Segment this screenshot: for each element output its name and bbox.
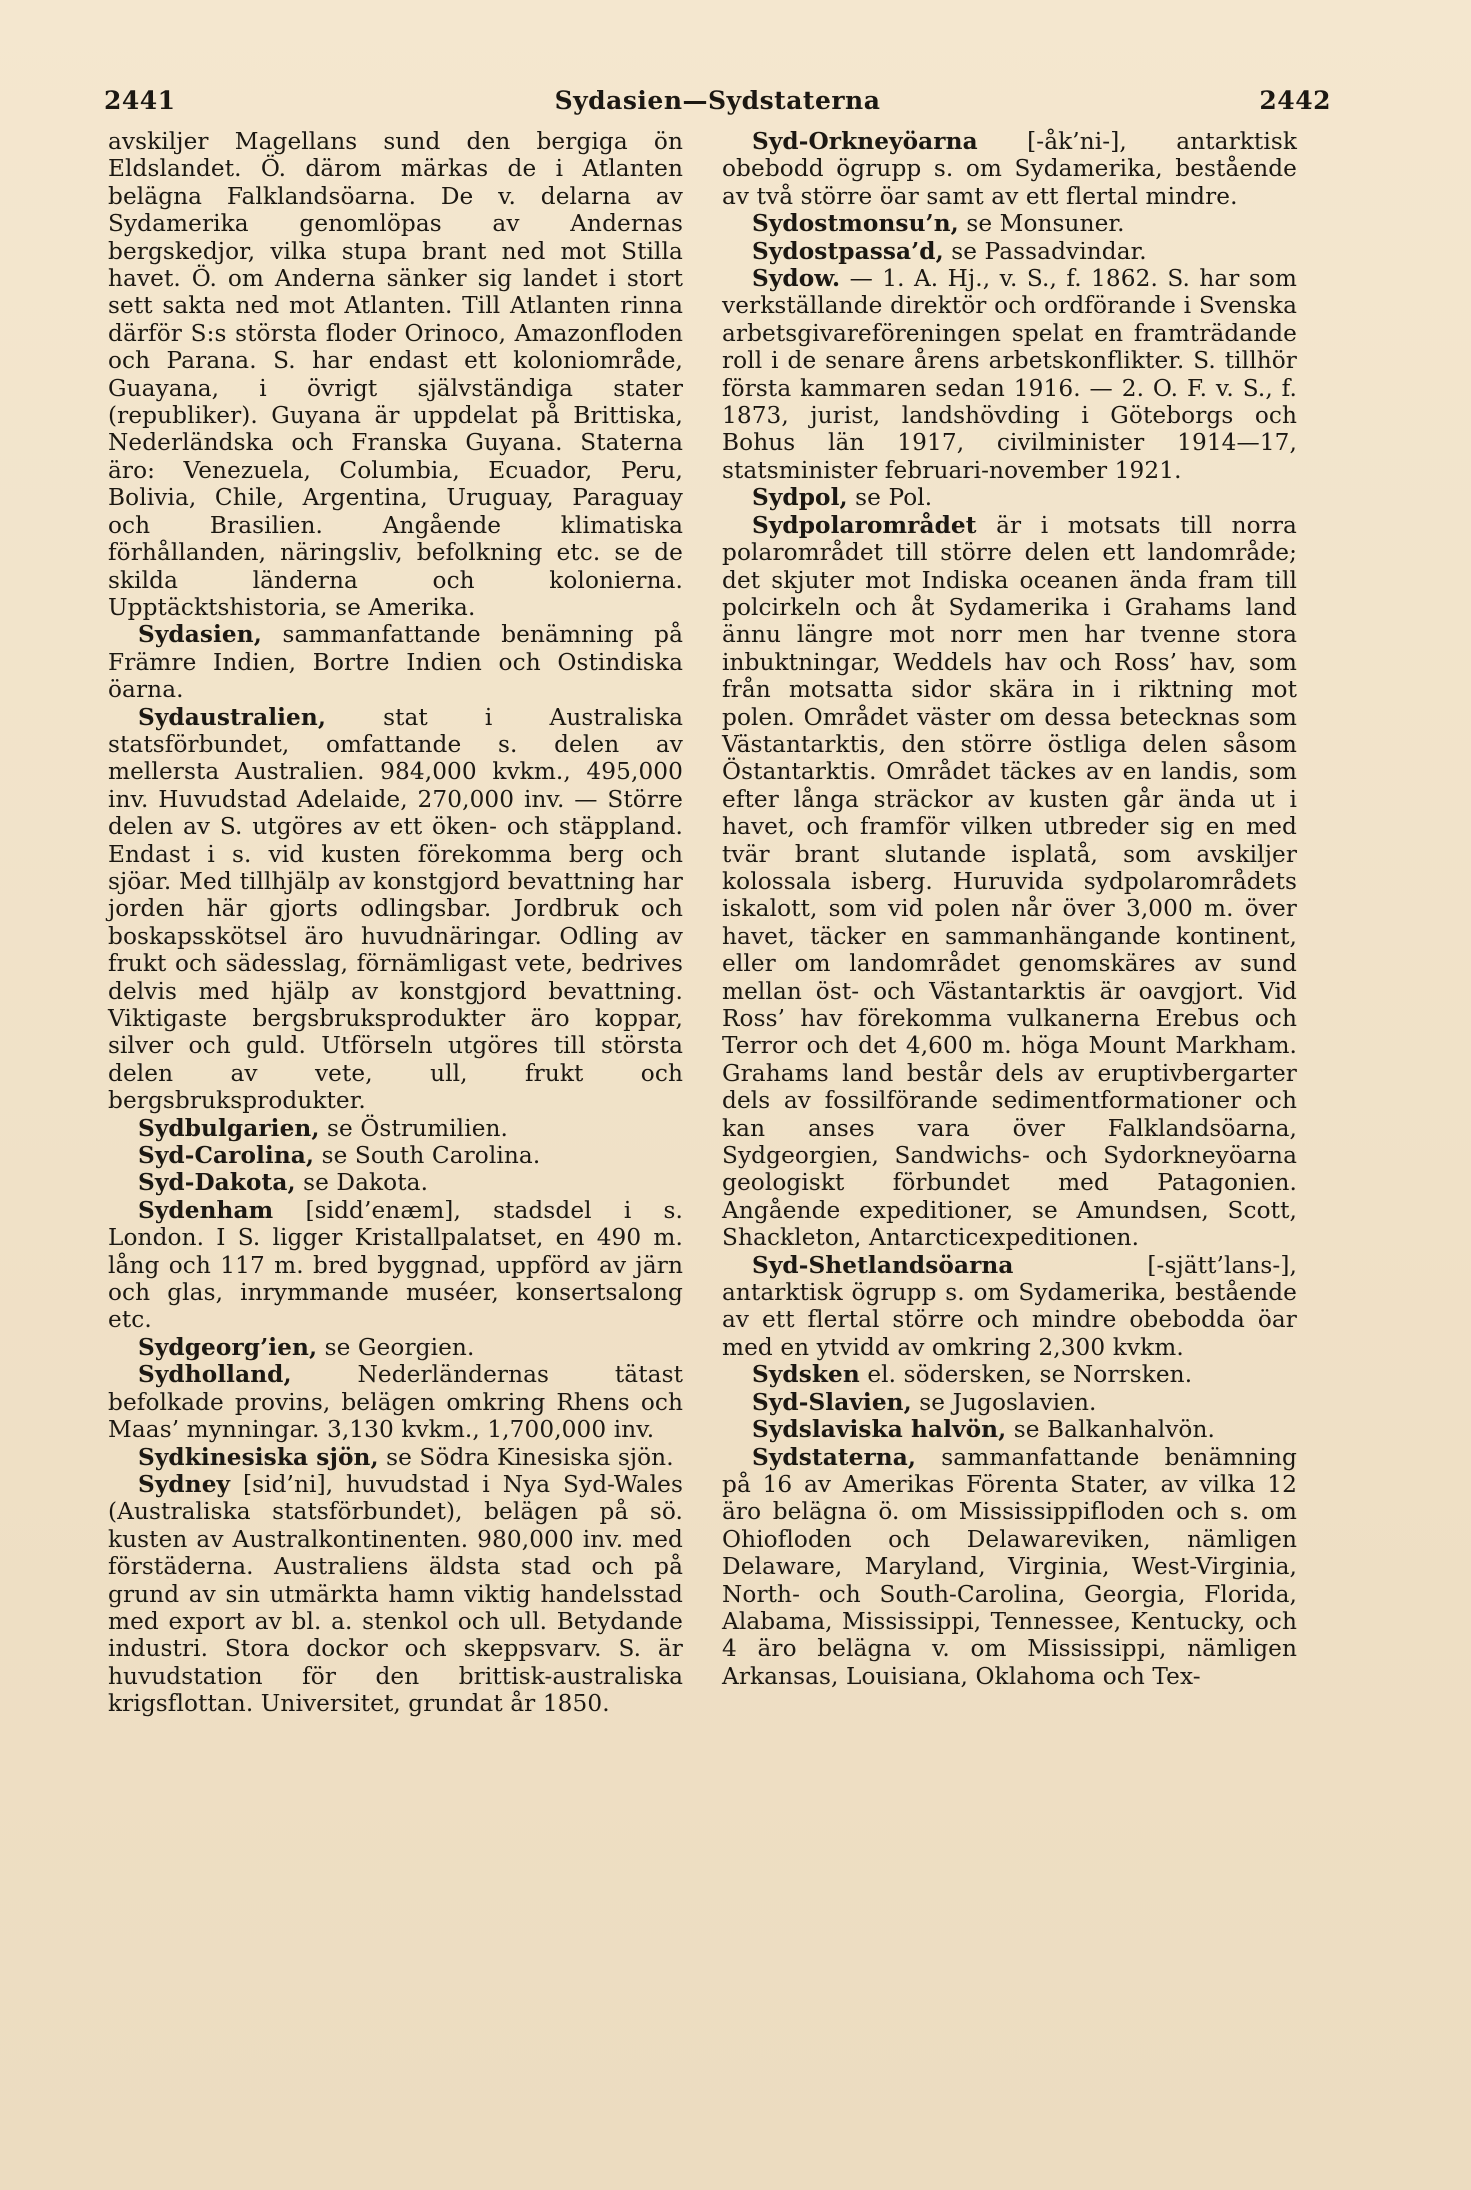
entry-syd-shetlandsoarna: Syd-Shetlandsöarna [-sjätt’lans-], antarktisk ögrupp s. om Sydamerika, bestående av ett flertal större och mindre obebodda öar med en ytvidd av omkring 2,300 kvkm. xyxy=(722,1251,1297,1361)
entry-syd-slavien: Syd-Slavien, se Jugoslavien. xyxy=(752,1388,1097,1416)
page-number-right: 2442 xyxy=(1259,86,1331,115)
entry-sydostpassad: Sydostpassa’d, se Passadvindar. xyxy=(752,237,1147,265)
headword: Sydney xyxy=(138,1470,231,1498)
right-column xyxy=(722,128,1297,1690)
headword: Syd-Carolina, xyxy=(138,1142,315,1170)
entry-sydstaterna: Sydstaterna, sammanfattande benämning på 16 av Amerikas Förenta Stater, av vilka 12 äro belägna ö. om Mississippifloden och s. om Ohiofloden och Delawareviken, nämligen Delaware, Maryland, Virginia, West-Virginia, North- och South-Carolina, Georgia, Florida, Alabama, Mississippi, Tennessee, Kentucky, och 4 äro belägna v. om Mississippi, nämligen Arkansas, Louisiana, Oklahoma och Tex- xyxy=(722,1443,1297,1690)
entry-syd-dakota: Syd-Dakota, se Dakota. xyxy=(138,1169,429,1197)
entry-sydney: Sydney [sid’ni], huvudstad i Nya Syd-Wales (Australiska statsförbundet), belägen på sö. kusten av Australkontinenten. 980,000 inv. med förstäderna. Australiens äldsta stad och på grund av sin utmärkta hamn viktig handelsstad med export av bl. a. stenkol och ull. Betydande industri. Stora dockor och skeppsvarv. S. är huvudstation för den brittisk-australiska krigsflottan. Universitet, grundat år 1850. xyxy=(108,1470,683,1718)
entry-sydslaviska-halvon: Sydslaviska halvön, se Balkanhalvön. xyxy=(752,1416,1215,1444)
entry-sydholland: Sydholland, Nederländernas tätast befolkade provins, belägen omkring Rhens och Maas’ mynningar. 3,130 kvkm., 1,700,000 inv. xyxy=(108,1361,683,1444)
entry-sydsken: Sydsken el. södersken, se Norrsken. xyxy=(752,1361,1193,1389)
entry-sydenham: Sydenham [sidd’enæm], stadsdel i s. London. I S. ligger Kristallpalatset, en 490 m. lång och 117 m. bred byggnad, uppförd av järn och glas, inrymmande muséer, konsertsalong etc. xyxy=(108,1196,683,1334)
headword: Sydholland, xyxy=(138,1361,292,1389)
entry-sydgeorgien: Sydgeorg’ien, se Georgien. xyxy=(138,1333,475,1361)
entry-syd-orkneyoarna: Syd-Orkneyöarna [-åk’ni-], antarktisk obebodd ögrupp s. om Sydamerika, bestående av två större öar samt av ett flertal mindre. xyxy=(722,128,1297,210)
left-column xyxy=(108,128,683,1718)
entry-syd-carolina: Syd-Carolina, se South Carolina. xyxy=(138,1142,541,1170)
entry-sydow: Sydow. — 1. A. Hj., v. S., f. 1862. S. har som verkställande direktör och ordförande i Svenska arbetsgivareföreningen spelat en framträdande roll i de senare årens arbetskonflikter. S. tillhör första kammaren sedan 1916. — 2. O. F. v. S., f. 1873, jurist, landshövding i Göteborgs och Bohus län 1917, civilminister 1914—17, statsminister februari-november 1921. xyxy=(722,265,1297,484)
headword: Sydostmonsu’n, xyxy=(752,210,959,238)
headword: Syd-Slavien, xyxy=(752,1388,912,1416)
headword: Sydpol, xyxy=(752,484,848,512)
entry-sydpolaromradet: Sydpolarområdet är i motsats till norra polarområdet till större delen ett landområde; det skjuter mot Indiska oceanen ända fram till polcirkeln och åt Sydamerika i Grahams land ännu längre mot norr men har tvenne stora inbuktningar, Weddels hav och Ross’ hav, som från motsatta sidor skära in i riktning mot polen. Området väster om dessa betecknas som Västantarktis, den större östliga delen såsom Östantarktis. Området täckes av en landis, som efter långa sträckor av kusten går ända ut i havet, och framför vilken utbreder sig en med tvär brant slutande isplatå, som avskiljer kolossala isberg. Huruvida sydpolarområdets iskalott, som vid polen når över 3,000 m. över havet, täcker en sammanhängande kontinent, eller om landområdet genomskäres av sund mellan öst- och Västantarktis är oavgjort. Vid Ross’ hav förekomma vulkanerna Erebus och Terror och det 4,600 m. höga Mount Markham. Grahams land består dels av eruptivbergarter dels av fossilförande sedimentformationer och kan anses vara över Falklandsöarna, Sydgeorgien, Sandwichs- och Sydorkneyöarna geologiskt förbundet med Patagonien. Angående expeditioner, se Amundsen, Scott, Shackleton, Antarcticexpeditionen. xyxy=(722,511,1297,1252)
headword: Sydsken xyxy=(752,1361,860,1389)
headword: Syd-Orkneyöarna xyxy=(752,128,978,155)
entry-sydaustralien: Sydaustralien, stat i Australiska statsförbundet, omfattande s. delen av mellersta Australien. 984,000 kvkm., 495,000 inv. Huvudstad Adelaide, 270,000 inv. — Större delen av S. utgöres av ett öken- och stäppland. Endast i s. vid kusten förekomma berg och sjöar. Med tillhjälp av konstgjord bevattning har jorden här gjorts odlingsbar. Jordbruk och boskapsskötsel äro huvudnäringar. Odling av frukt och sädesslag, förnämligast vete, bedrives delvis med hjälp av konstgjord bevattning. Viktigaste bergsbruksprodukter äro koppar, silver och guld. Utförseln utgöres till största delen av vete, ull, frukt och bergsbruksprodukter. xyxy=(108,703,683,1115)
headword: Sydpolarområdet xyxy=(752,511,977,539)
entry-sydasien: Sydasien, sammanfattande benämning på Främre Indien, Bortre Indien och Ostindiska öarna. xyxy=(108,621,683,704)
headword: Sydkinesiska sjön, xyxy=(138,1443,379,1471)
running-title: Sydasien—Sydstaterna xyxy=(554,86,881,115)
headword: Sydslaviska halvön, xyxy=(752,1416,1007,1444)
headword: Syd-Dakota, xyxy=(138,1169,296,1197)
headword: Syd-Shetlandsöarna xyxy=(752,1251,1014,1279)
entry-continuation: avskiljer Magellans sund den bergiga ön Eldslandet. Ö. därom märkas de i Atlanten belägna Falklandsöarna. De v. delarna av Sydamerika genomlöpas av Andernas bergskedjor, vilka stupa brant ned mot Stilla havet. Ö. om Anderna sänker sig landet i stort sett sakta ned mot Atlanten. Till Atlanten rinna därför S:s största floder Orinoco, Amazonfloden och Parana. S. har endast ett koloniområde, Guayana, i övrigt självständiga stater (republiker). Guyana är uppdelat på Brittiska, Nederländska och Franska Guyana. Staterna äro: Venezuela, Columbia, Ecuador, Peru, Bolivia, Chile, Argentina, Uruguay, Paraguay och Brasilien. Angående klimatiska förhållanden, näringsliv, befolkning etc. se de skilda länderna och kolonierna. Upptäcktshistoria, se Amerika. xyxy=(108,128,683,621)
headword: Sydostpassa’d, xyxy=(752,237,944,265)
headword: Sydaustralien, xyxy=(138,703,327,731)
entry-sydostmonsun: Sydostmonsu’n, se Monsuner. xyxy=(752,210,1125,238)
headword: Sydenham xyxy=(138,1196,274,1224)
page-number-left: 2441 xyxy=(104,86,176,115)
entry-sydkinesiska-sjon: Sydkinesiska sjön, se Södra Kinesiska sjön. xyxy=(138,1443,674,1471)
headword: Sydgeorg’ien, xyxy=(138,1333,318,1361)
headword: Sydasien, xyxy=(138,621,262,649)
page-header xyxy=(104,86,1331,126)
headword: Sydow. xyxy=(752,265,841,293)
headword: Sydbulgarien, xyxy=(138,1114,320,1142)
entry-sydbulgarien: Sydbulgarien, se Östrumilien. xyxy=(138,1114,509,1142)
entry-sydpol: Sydpol, se Pol. xyxy=(752,484,933,512)
headword: Sydstaterna, xyxy=(752,1443,917,1471)
